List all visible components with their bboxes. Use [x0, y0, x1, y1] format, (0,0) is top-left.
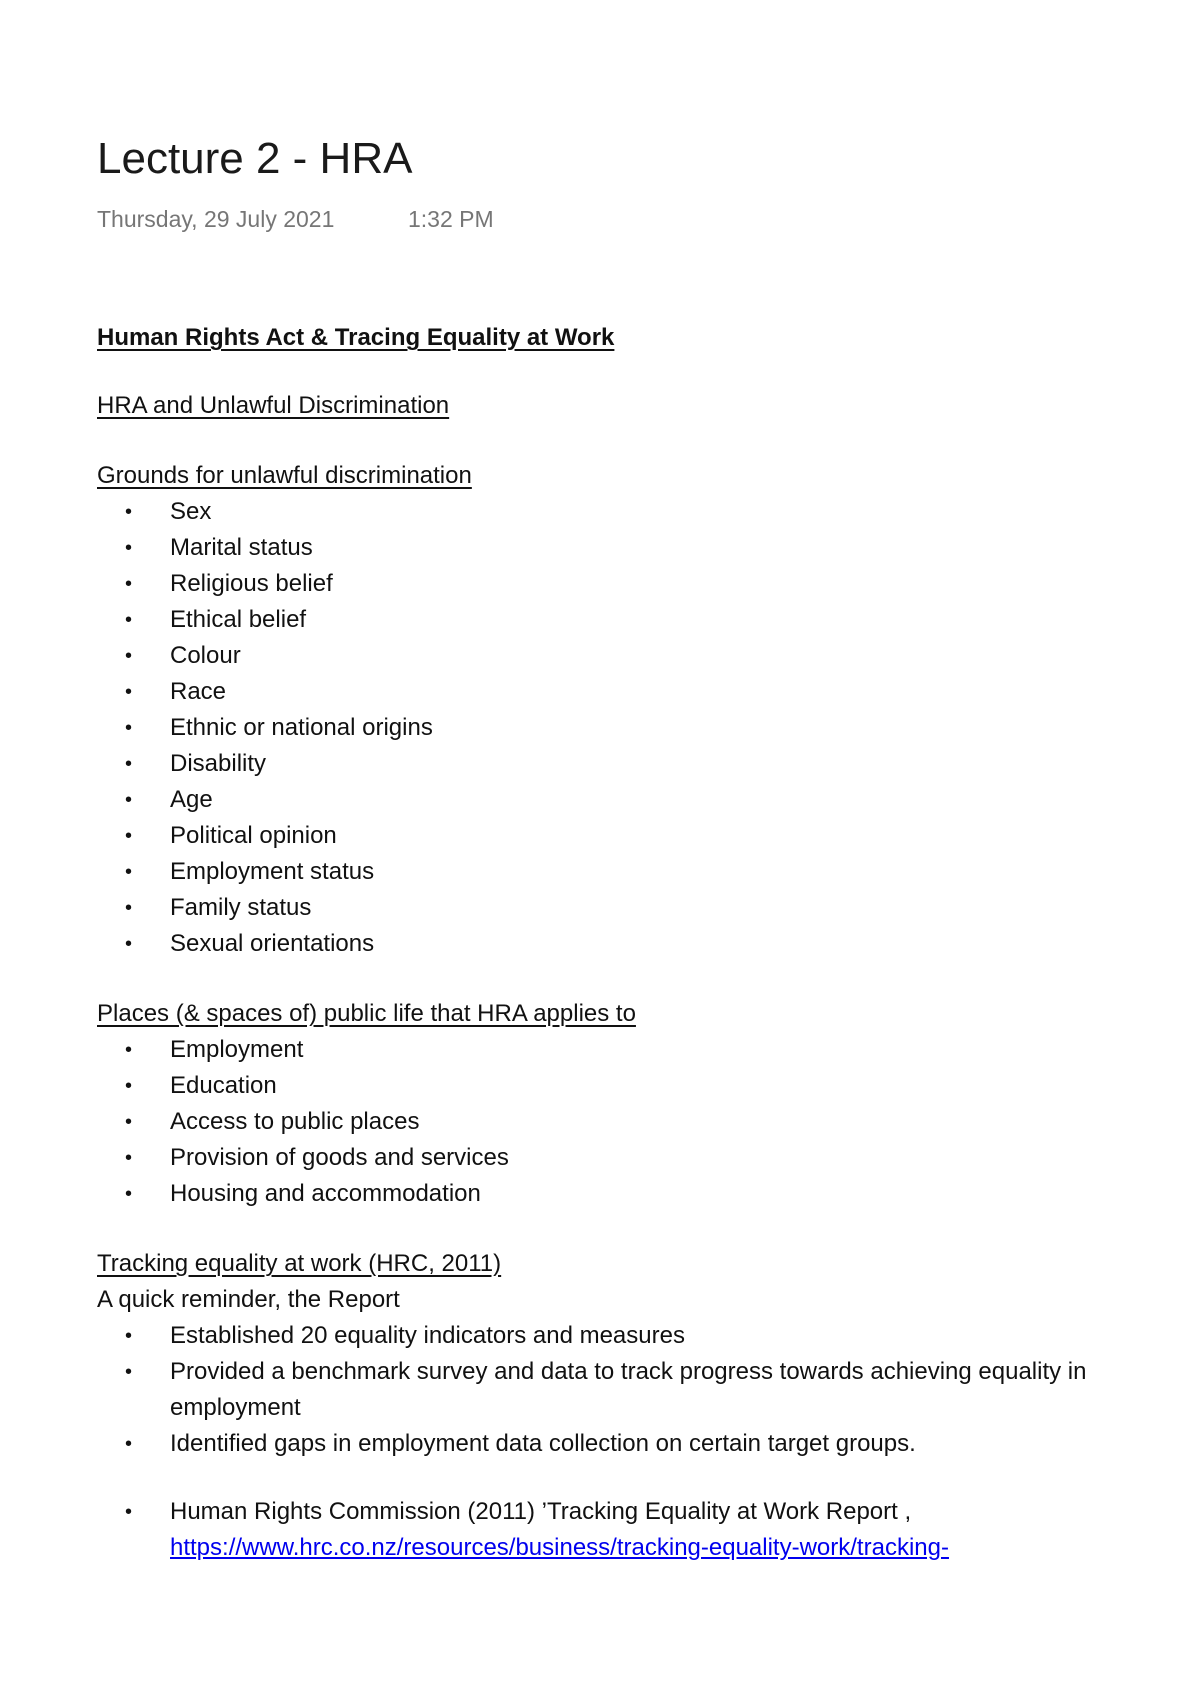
bullet-icon: •: [125, 753, 133, 775]
section-tracking: [97, 1246, 1137, 1566]
reference-link[interactable]: https://www.hrc.co.nz/resources/business/tracking-equality-work/tracking-: [170, 1534, 949, 1561]
list-item: • Disability: [97, 746, 1137, 782]
list-item: • Colour: [97, 638, 1137, 674]
section-hra-heading: HRA and Unlawful Discrimination: [97, 392, 450, 419]
list-item: • Religious belief: [97, 566, 1137, 602]
bullet-icon: •: [125, 1501, 133, 1523]
list-item: • Employment: [97, 1032, 1137, 1068]
bullet-icon: •: [125, 861, 133, 883]
main-heading: Human Rights Act & Tracing Equality at Work: [97, 324, 615, 351]
bullet-icon: •: [125, 933, 133, 955]
bullet-icon: •: [125, 1361, 133, 1383]
list-item: • Provision of goods and services: [97, 1140, 1137, 1176]
page-title: Lecture 2 - HRA: [97, 134, 413, 183]
page-time: 1:32 PM: [408, 206, 494, 232]
list-item: • Provided a benchmark survey and data to track progress towards achieving equality in employment: [97, 1354, 1137, 1426]
list-item: • Sex: [97, 494, 1137, 530]
note-content: [97, 320, 1137, 1600]
list-item: • Family status: [97, 890, 1137, 926]
tracking-list: [97, 1318, 1137, 1462]
bullet-icon: •: [125, 573, 133, 595]
list-item: • Political opinion: [97, 818, 1137, 854]
list-item: • Established 20 equality indicators and measures: [97, 1318, 1137, 1354]
bullet-icon: •: [125, 717, 133, 739]
bullet-icon: •: [125, 1147, 133, 1169]
section-grounds: [97, 458, 1137, 962]
bullet-icon: •: [125, 645, 133, 667]
bullet-icon: •: [125, 1075, 133, 1097]
bullet-icon: •: [125, 1111, 133, 1133]
list-item: • Marital status: [97, 530, 1137, 566]
bullet-icon: •: [125, 681, 133, 703]
list-item: • Access to public places: [97, 1104, 1137, 1140]
places-heading: Places (& spaces of) public life that HRA applies to: [97, 1000, 636, 1027]
list-item: • Age: [97, 782, 1137, 818]
grounds-list: [97, 494, 1137, 962]
bullet-icon: •: [125, 789, 133, 811]
bullet-icon: •: [125, 1039, 133, 1061]
page-date: Thursday, 29 July 2021: [97, 206, 335, 232]
list-item: • Ethnic or national origins: [97, 710, 1137, 746]
reference-text: Human Rights Commission (2011) ’Tracking Equality at Work Report ,: [170, 1498, 912, 1525]
list-item: • Employment status: [97, 854, 1137, 890]
list-item: • Race: [97, 674, 1137, 710]
places-list: [97, 1032, 1137, 1212]
section-hra: [97, 388, 1137, 424]
list-item: • Ethical belief: [97, 602, 1137, 638]
bullet-icon: •: [125, 1325, 133, 1347]
section-places: [97, 996, 1137, 1212]
reference-list: [97, 1494, 1137, 1566]
list-item: • Identified gaps in employment data collection on certain target groups.: [97, 1426, 1137, 1462]
tracking-heading: Tracking equality at work (HRC, 2011): [97, 1250, 502, 1277]
bullet-icon: •: [125, 609, 133, 631]
reference-item: [97, 1494, 1137, 1566]
bullet-icon: •: [125, 1433, 133, 1455]
list-item: • Housing and accommodation: [97, 1176, 1137, 1212]
bullet-icon: •: [125, 537, 133, 559]
list-item: • Education: [97, 1068, 1137, 1104]
list-item: • Sexual orientations: [97, 926, 1137, 962]
bullet-icon: •: [125, 825, 133, 847]
bullet-icon: •: [125, 501, 133, 523]
bullet-icon: •: [125, 897, 133, 919]
grounds-heading: Grounds for unlawful discrimination: [97, 462, 472, 489]
bullet-icon: •: [125, 1183, 133, 1205]
spacer: [97, 1462, 1137, 1494]
tracking-intro: A quick reminder, the Report: [97, 1286, 400, 1313]
